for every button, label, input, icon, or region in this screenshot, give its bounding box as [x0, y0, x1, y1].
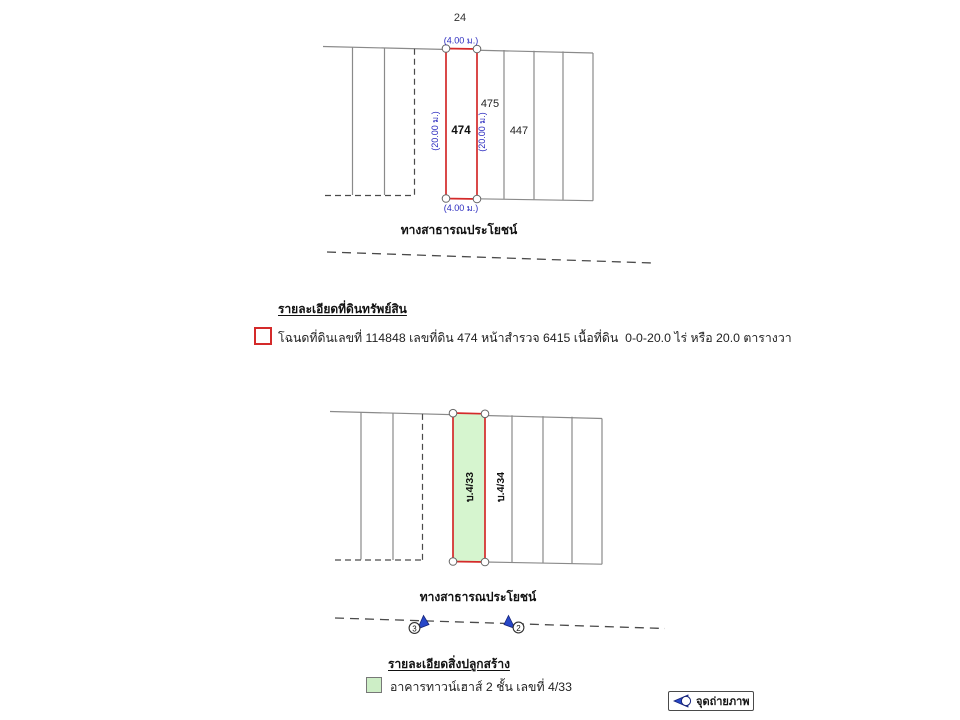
frontage-bottom-dimension: (4.00 ม.) [443, 203, 479, 213]
corner-marker [449, 558, 457, 566]
block-number-label: 24 [453, 12, 467, 24]
building-plot-dashed-lines [335, 414, 423, 561]
land-details-heading: รายละเอียดที่ดินทรัพย์สิน [278, 302, 407, 316]
corner-marker [473, 45, 481, 53]
public-road-dashed-line-bottom [335, 618, 665, 629]
subject-parcel-outline [446, 49, 477, 200]
right-bottom-boundary [477, 199, 593, 201]
building-plot-diagram [330, 409, 665, 633]
building-details-heading: รายละเอียดสิ่งปลูกสร้าง [388, 657, 510, 671]
corner-marker [442, 195, 450, 203]
adjacent-parcel-number-447: 447 [509, 125, 529, 137]
depth-right-dimension: (20.00 ม.) [477, 112, 487, 152]
land-plot-dashed-lines [325, 49, 415, 197]
corner-marker [442, 45, 450, 53]
subject-parcel-number: 474 [451, 125, 471, 137]
public-road-label-bottom: ทางสาธารณประโยชน์ [419, 590, 537, 604]
frontage-top-dimension: (4.00 ม.) [443, 35, 479, 46]
photo-point-button-label: จุดถ่ายภาพ [696, 696, 750, 708]
building-details-description: อาคารทาวน์เฮาส์ 2 ชั้น เลขที่ 4/33 [390, 680, 572, 694]
depth-left-dimension: (20.00 ม.) [430, 111, 440, 151]
adjacent-parcel-number-475: 475 [480, 98, 500, 110]
photo-point-marker-3 [409, 616, 429, 634]
subject-building-label: บ.4/33 [464, 471, 476, 503]
land-plot-diagram [323, 12, 653, 263]
photo-point-number: 3 [412, 624, 417, 634]
photo-point-marker-2 [504, 616, 524, 633]
corner-marker [481, 558, 489, 566]
photo-point-button[interactable] [668, 691, 754, 711]
building-legend-swatch [366, 677, 382, 693]
corner-marker [473, 195, 481, 203]
adjacent-building-label: บ.4/34 [495, 471, 507, 503]
public-road-dashed-line-top [327, 252, 653, 263]
corner-marker [481, 410, 489, 418]
land-details-description: โฉนดที่ดินเลขที่ 114848 เลขที่ดิน 474 หน้าสำรวจ 6415 เนื้อที่ดิน 0-0-20.0 ไร่ หรือ 20.0 ตารางวา [278, 331, 792, 345]
corner-marker [449, 409, 457, 417]
photo-point-flag-icon [673, 694, 692, 708]
deed-parcel-legend-swatch [254, 327, 272, 345]
photo-point-number: 2 [516, 623, 521, 633]
public-road-label-top: ทางสาธารณประโยชน์ [400, 223, 518, 237]
